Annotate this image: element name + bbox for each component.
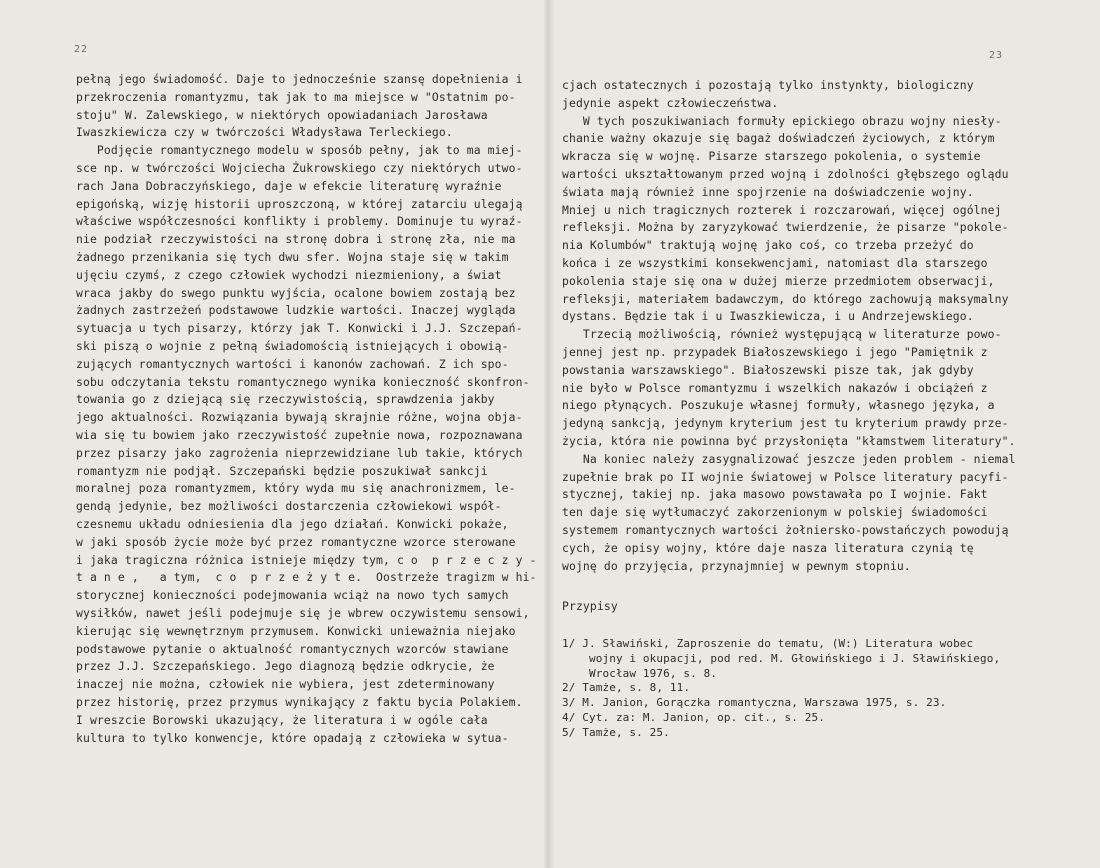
footnote-line: 3/ M. Janion, Gorączka romantyczna, Warszawa 1975, s. 23.	[562, 696, 947, 710]
footnote-line: 2/ Tamże, s. 8, 11.	[562, 681, 691, 695]
text-line: zupełnie brak po II wojnie światowej w Polsce literatury pacyfi-	[562, 469, 1009, 484]
text-line: I wreszcie Borowski ukazujący, że literatura i w ogóle cała	[76, 712, 488, 727]
text-line: wysiłków, nawet jeśli podejmuje się je wbrew oczywistemu sensowi,	[76, 606, 530, 620]
left-page	[0, 0, 546, 868]
text-line: Na koniec należy zasygnalizować jeszcze jeden problem - niemal	[562, 451, 1016, 466]
text-line: sobu odczytania tekstu romantycznego wynika konieczność skonfron-	[76, 374, 530, 389]
book-gutter	[544, 0, 554, 868]
text-line: i jaka tragiczna różnica istnieje między tym, c o p r z e c z y -	[76, 552, 537, 567]
text-line: W tych poszukiwaniach formuły epickiego obrazu wojny niesły-	[562, 113, 1002, 128]
text-line: Iwaszkiewicza czy w twórczości Władysława Terleckiego.	[76, 125, 453, 140]
text-line: Podjęcie romantycznego modelu w sposób pełny, jak to ma miej-	[76, 143, 523, 158]
text-line: w jaki sposób życie może być przez romantyczne wzorce sterowane	[76, 534, 516, 549]
text-line: przez historię, przez przymus wynikający z faktu bycia Polakiem.	[76, 695, 523, 709]
text-line: zujących romantycznych wartości i kanonów zachowań. Z ich spo-	[76, 356, 509, 371]
text-line: właściwe współczesności konflikty i problemy. Dominuje tu wyraź-	[76, 214, 523, 229]
text-line: stoju" W. Zalewskiego, w niektórych opowiadaniach Jarosława	[76, 107, 488, 122]
text-line: systemem romantycznych wartości żołniersko-powstańczych powodują	[562, 523, 1009, 537]
text-line: romantyzm nie podjął. Szczepański będzie poszukiwał sankcji	[76, 463, 488, 478]
text-line: stycznej, takiej np. jaka masowo powstawała po I wojnie. Fakt	[562, 487, 988, 502]
text-line: powstania warszawskiego". Białoszewski pisze tak, jak gdyby	[562, 362, 974, 377]
text-line: dystans. Będzie tak i u Iwaszkiewicza, i u Andrzejewskiego.	[562, 309, 974, 324]
text-line: jedynie aspekt człowieczeństwa.	[562, 95, 779, 110]
footnote-line: 4/ Cyt. za: M. Janion, op. cit., s. 25.	[562, 711, 825, 724]
text-line: przez J.J. Szczepańskiego. Jego diagnozą będzie odkrycie, że	[76, 659, 495, 674]
text-line: nia Kolumbów" traktują wojnę jako coś, co trzeba przeżyć do	[562, 238, 974, 253]
text-line: pełną jego świadomość. Daje to jednocześnie szansę dopełnienia i	[76, 72, 523, 86]
text-line: chanie ważny okazuje się bagaż doświadczeń życiowych, z którym	[562, 131, 995, 146]
text-line: wartości ukształtowanym przed wojną i zdolności głębszego oglądu	[562, 167, 1009, 181]
text-line: niego płynących. Poszukuje własnej formuły, własnego języka, a	[562, 398, 995, 413]
text-line: ski piszą o wojnie z pełną świadomością istniejących i obowią-	[76, 339, 509, 353]
text-line: świata mają również inne spojrzenie na doświadczenie wojny.	[562, 184, 974, 199]
text-line: przekroczenia romantyzmu, tak jak to ma miejsce w "Ostatnim po-	[76, 89, 516, 104]
right-page	[554, 0, 1100, 868]
footnote-line: Wrocław 1976, s. 8.	[562, 666, 718, 680]
text-line: nie było w Polsce romantyzmu i wszelkich nakazów i obciążeń z	[562, 380, 988, 395]
text-line: sytuacja u tych pisarzy, którzy jak T. Konwicki i J.J. Szczepań-	[76, 321, 523, 336]
text-line: kierując się wewnętrznym przymusem. Konwicki unieważnia niejako	[76, 623, 516, 638]
text-line: czesnemu układu odniesienia dla jego działań. Konwicki pokaże,	[76, 517, 509, 531]
text-line: refleksji, materiałem badawczym, do którego zachowują maksymalny	[562, 291, 1009, 306]
text-line: refleksji. Można by zaryzykować twierdzenie, że pisarze "pokole-	[562, 220, 1009, 235]
text-line: jennej jest np. przypadek Białoszewskiego i jego "Pamiętnik z	[562, 345, 988, 359]
footnote-line: wojny i okupacji, pod red. M. Głowińskiego i J. Sławińskiego,	[562, 651, 1001, 665]
text-line: gendą jedynie, bez możliwości dostarczenia człowiekowi współ-	[76, 499, 502, 514]
text-line: jego aktualności. Rozwiązania bywają skrajnie różne, wojna obja-	[76, 410, 523, 425]
text-line: końca i ze wszystkimi konsekwencjami, natomiast dla starszego	[562, 256, 988, 270]
text-line: moralnej poza romantyzmem, który wyda mu się anachronizmem, le-	[76, 481, 516, 496]
text-line: towania go z dziejącą się rzeczywistością, sprawdzenia jakby	[76, 392, 495, 407]
text-line: jedyną sankcją, jedynym kryterium jest tu kryterium prawdy prze-	[562, 416, 1009, 431]
text-line: kultura to tylko konwencje, które opadają z człowieka w sytua-	[76, 730, 509, 745]
page-number-left: 22	[74, 44, 89, 55]
text-line: wkracza się w wojnę. Pisarze starszego pokolenia, o systemie	[562, 149, 981, 164]
text-line: cjach ostatecznych i pozostają tylko instynkty, biologiczny	[562, 78, 974, 92]
text-line: wojnę do przyjęcia, przynajmniej w pewnym stopniu.	[562, 558, 911, 573]
text-line: t a n e , a tym, c o p r z e ż y t e. Oostrzeże tragizm w hi-	[76, 570, 537, 585]
text-line: nie podział rzeczywistości na stronę dobra i stronę zła, nie ma	[76, 232, 516, 247]
text-line: pokolenia staje się ona w dużej mierze przedmiotem obserwacji,	[562, 273, 995, 288]
text-line: cych, że opisy wojny, które daje nasza literatura czynią tę	[562, 540, 974, 555]
text-line: sce np. w twórczości Wojciecha Żukrowskiego czy niektórych utwo-	[76, 161, 523, 175]
text-line: podstawowe pytanie o aktualność romantycznych wzorców stawiane	[76, 641, 509, 656]
text-line: przez pisarzy jako zagrożenia nieprzewidziane lub takie, których	[76, 445, 523, 460]
text-line: ujęciu czymś, z czego człowiek wychodzi niezmieniony, a świat	[76, 267, 502, 282]
footnote-line: 5/ Tamże, s. 25.	[562, 725, 670, 739]
text-line: ten daje się wytłumaczyć zakorzenionym w polskiej świadomości	[562, 505, 988, 520]
text-line: storycznej konieczności podejmowania wciąż na nowo tych samych	[76, 588, 509, 603]
text-line: wraca jakby do swego punktu wyjścia, ocalone bowiem zostają bez	[76, 285, 516, 300]
footnotes-heading: Przypisy	[562, 599, 618, 613]
page-number-right: 23	[989, 50, 1004, 61]
text-line: inaczej nie można, człowiek nie wybiera, jest zdeterminowany	[76, 677, 495, 692]
text-line: życia, która nie powinna być przysłonięta "kłamstwem literatury".	[562, 434, 1016, 448]
footnote-line: 1/ J. Sławiński, Zaproszenie do tematu, (W:) Literatura wobec	[562, 637, 974, 650]
text-line: żadnego przenikania się tych dwu sfer. Wojna staje się w takim	[76, 250, 509, 264]
text-line: rach Jana Dobraczyńskiego, daje w efekcie literaturę wyraźnie	[76, 178, 502, 193]
text-line: Trzecią możliwością, również występującą w literaturze powo-	[562, 327, 1002, 342]
text-line: żadnych zastrzeżeń podstawowe ludzkie wartości. Inaczej wygląda	[76, 303, 516, 318]
text-line: Mniej u nich tragicznych rozterek i rozczarowań, więcej ogólnej	[562, 202, 1002, 217]
text-line: epigońską, wizję historii uproszczoną, w której zatarciu ulegają	[76, 196, 523, 211]
text-line: wia się tu bowiem jako rzeczywistość zupełnie nowa, rozpoznawana	[76, 428, 523, 442]
